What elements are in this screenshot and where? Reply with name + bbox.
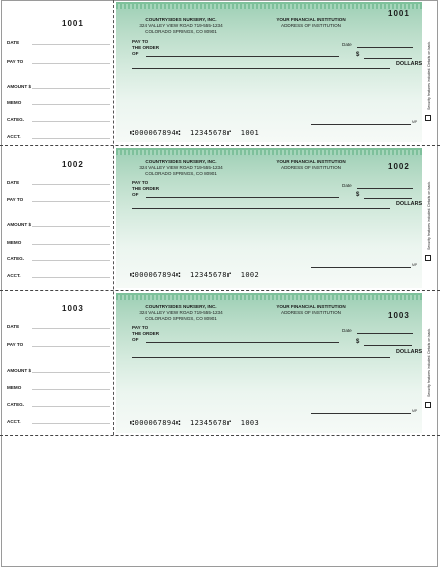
stub-acct-line — [32, 277, 110, 278]
stub-payto-line — [32, 346, 110, 347]
bank-name: YOUR FINANCIAL INSTITUTION — [276, 17, 346, 22]
signature-line — [311, 413, 411, 414]
the-order-label: THE ORDER — [132, 331, 160, 336]
stub-number: 1002 — [62, 160, 84, 169]
stub-memo-line — [32, 104, 110, 105]
stub-date-label: DATE — [7, 180, 20, 185]
stub-payto-line — [32, 63, 110, 64]
company-city: COLORADO SPRINGS, CO 80901 — [145, 316, 217, 321]
security-features-text: Security features included. Details on back. — [427, 181, 431, 250]
amount-dollar-sign: $ — [356, 52, 360, 58]
check-number: 1003 — [388, 311, 410, 320]
bank-address: ADDRESS OF INSTITUTION — [281, 23, 341, 28]
security-features-text: Security features included. Details on back. — [427, 41, 431, 110]
stub-1002 — [0, 145, 114, 290]
stub-date-line — [32, 184, 110, 185]
micr-line: ⑆000067894⑆ 12345678⑈ 1003 — [130, 419, 260, 427]
micr-line: ⑆000067894⑆ 12345678⑈ 1001 — [130, 129, 260, 137]
company-address: 324 VALLEY VIEW ROAD 719-555-1234 — [139, 23, 223, 28]
dollars-label: DOLLARS — [396, 349, 422, 355]
the-order-label: THE ORDER — [132, 45, 160, 50]
stub-memo-line — [32, 389, 110, 390]
stub-acct-line — [32, 423, 110, 424]
of-label: OF — [132, 51, 139, 56]
security-stripe — [116, 295, 422, 300]
pay-to-label: PAY TO — [132, 180, 149, 185]
written-amount-line — [132, 357, 390, 358]
pay-to-label: PAY TO — [132, 325, 149, 330]
stub-categ-label: CATEG. — [7, 256, 25, 261]
stub-1003 — [0, 290, 114, 435]
bank-name: YOUR FINANCIAL INSTITUTION — [276, 304, 346, 309]
amount-box-line — [364, 58, 412, 59]
security-lock-icon — [425, 255, 431, 261]
stub-memo-label: MEMO — [7, 385, 22, 390]
stub-amount-label: AMOUNT $ — [7, 368, 32, 373]
stub-categ-line — [32, 406, 110, 407]
stub-categ-label: CATEG. — [7, 402, 25, 407]
payee-line — [146, 342, 339, 343]
security-features-text: Security features included. Details on back. — [427, 328, 431, 397]
stub-amount-label: AMOUNT $ — [7, 84, 32, 89]
stub-1001 — [0, 0, 114, 145]
stub-memo-line — [32, 244, 110, 245]
stub-payto-line — [32, 201, 110, 202]
perforation-line-3 — [0, 435, 440, 436]
of-label: OF — [132, 337, 139, 342]
date-label: Date — [342, 42, 352, 47]
stub-amount-label: AMOUNT $ — [7, 222, 32, 227]
stub-acct-line — [32, 138, 110, 139]
stub-acct-label: ACCT. — [7, 419, 21, 424]
signature-line — [311, 124, 411, 125]
stub-categ-label: CATEG. — [7, 117, 25, 122]
stub-payto-label: PAY TO — [7, 197, 24, 202]
company-city: COLORADO SPRINGS, CO 80901 — [145, 171, 217, 176]
stub-date-label: DATE — [7, 40, 20, 45]
bank-address: ADDRESS OF INSTITUTION — [281, 310, 341, 315]
stub-amount-line — [32, 88, 110, 89]
security-note-1001 — [424, 2, 436, 140]
date-line — [357, 188, 413, 189]
company-name: COUNTRYSIDES NURSERY, INC. — [145, 304, 217, 309]
stub-date-label: DATE — [7, 324, 20, 329]
amount-dollar-sign: $ — [356, 192, 360, 198]
stub-amount-line — [32, 226, 110, 227]
check-1001 — [116, 2, 422, 142]
security-lock-icon — [425, 402, 431, 408]
amount-box-line — [364, 345, 412, 346]
date-line — [357, 47, 413, 48]
amount-box-line — [364, 198, 412, 199]
mp-mark: MP — [412, 409, 418, 413]
stub-memo-label: MEMO — [7, 100, 22, 105]
bank-name: YOUR FINANCIAL INSTITUTION — [276, 159, 346, 164]
the-order-label: THE ORDER — [132, 186, 160, 191]
written-amount-line — [132, 68, 390, 69]
stub-date-line — [32, 44, 110, 45]
dollars-label: DOLLARS — [396, 201, 422, 207]
stub-payto-label: PAY TO — [7, 342, 24, 347]
payee-line — [146, 197, 339, 198]
stub-acct-label: ACCT. — [7, 134, 21, 139]
stub-payto-label: PAY TO — [7, 59, 24, 64]
company-name: COUNTRYSIDES NURSERY, INC. — [145, 17, 217, 22]
micr-line: ⑆000067894⑆ 12345678⑈ 1002 — [130, 271, 260, 279]
company-city: COLORADO SPRINGS, CO 80901 — [145, 29, 217, 34]
security-note-1002 — [424, 148, 436, 286]
pay-to-label: PAY TO — [132, 39, 149, 44]
stub-date-line — [32, 328, 110, 329]
stub-categ-line — [32, 121, 110, 122]
security-lock-icon — [425, 115, 431, 121]
written-amount-line — [132, 208, 390, 209]
stub-acct-label: ACCT. — [7, 273, 21, 278]
stub-memo-label: MEMO — [7, 240, 22, 245]
check-number: 1002 — [388, 162, 410, 171]
stub-categ-line — [32, 260, 110, 261]
security-note-1003 — [424, 293, 436, 431]
stub-number: 1003 — [62, 304, 84, 313]
stub-amount-line — [32, 372, 110, 373]
payee-line — [146, 56, 339, 57]
dollars-label: DOLLARS — [396, 61, 422, 67]
bank-address: ADDRESS OF INSTITUTION — [281, 165, 341, 170]
security-stripe — [116, 4, 422, 9]
company-address: 324 VALLEY VIEW ROAD 719-555-1234 — [139, 165, 223, 170]
amount-dollar-sign: $ — [356, 339, 360, 345]
mp-mark: MP — [412, 263, 418, 267]
date-label: Date — [342, 328, 352, 333]
check-number: 1001 — [388, 9, 410, 18]
of-label: OF — [132, 192, 139, 197]
stub-number: 1001 — [62, 19, 84, 28]
date-line — [357, 333, 413, 334]
signature-line — [311, 267, 411, 268]
company-name: COUNTRYSIDES NURSERY, INC. — [145, 159, 217, 164]
check-1002 — [116, 148, 422, 288]
security-stripe — [116, 150, 422, 155]
date-label: Date — [342, 183, 352, 188]
check-1003 — [116, 293, 422, 433]
company-address: 324 VALLEY VIEW ROAD 719-555-1234 — [139, 310, 223, 315]
mp-mark: MP — [412, 120, 418, 124]
